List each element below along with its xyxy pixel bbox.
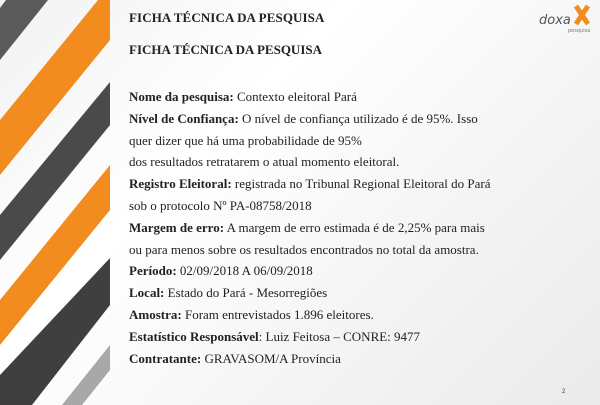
logo-brand-text: doxa [539,13,571,28]
sample-value: Foram entrevistados 1.896 eleitores. [184,306,374,322]
page-number: 2 [562,389,566,395]
margin-text-2: ou para menos sobre os resultados encontrados no total da amostra. [129,241,479,257]
decorative-stripes [0,0,120,405]
contractor-label: Contratante: [129,350,202,366]
confidence-text-2: quer dizer que há uma probabilidade de 95% [129,132,362,148]
survey-name-row [129,86,539,108]
location-row [129,282,539,304]
statistician-label: Estatístico Responsável [129,328,259,344]
confidence-text-1: O nível de confiança utilizado é de 95%. Isso [242,110,478,126]
period-value: 02/09/2018 A 06/09/2018 [179,263,313,279]
period-label: Período: [129,263,177,279]
logo-tagline-text: pesquisa [568,28,591,34]
header-title: FICHA TÉCNICA DA PESQUISA [129,10,325,25]
registration-row [129,173,539,195]
period-row [129,260,539,282]
statistician-value: : Luiz Feitosa – CONRE: 9477 [258,328,421,344]
margin-row [129,217,539,239]
margin-text-1: A margem de erro estimada é de 2,25% para mais [226,219,485,235]
location-value: Estado do Pará - Mesorregiões [167,285,328,301]
sample-label: Amostra: [129,306,182,322]
margin-label: Margem de erro: [129,219,225,235]
confidence-text-3: dos resultados retratarem o atual momento eleitoral. [129,154,400,170]
sample-row [129,304,539,326]
survey-details [129,42,539,369]
survey-name-label: Nome da pesquisa: [129,89,234,104]
location-label: Local: [129,285,165,301]
subtitle: FICHA TÉCNICA DA PESQUISA [129,42,323,57]
registration-label: Registro Eleitoral: [129,176,232,192]
registration-text-2: sob o protocolo Nº PA-08758/2018 [129,197,312,213]
doxa-logo [524,3,594,43]
confidence-label: Nível de Confiança: [129,110,239,126]
registration-text-1: registrada no Tribunal Regional Eleitoral do Pará [234,176,491,192]
confidence-row [129,108,539,130]
survey-name-value: Contexto eleitoral Pará [237,89,357,104]
contractor-value: GRAVASOM/A Província [204,350,341,366]
contractor-row [129,348,539,370]
statistician-row [129,326,539,348]
